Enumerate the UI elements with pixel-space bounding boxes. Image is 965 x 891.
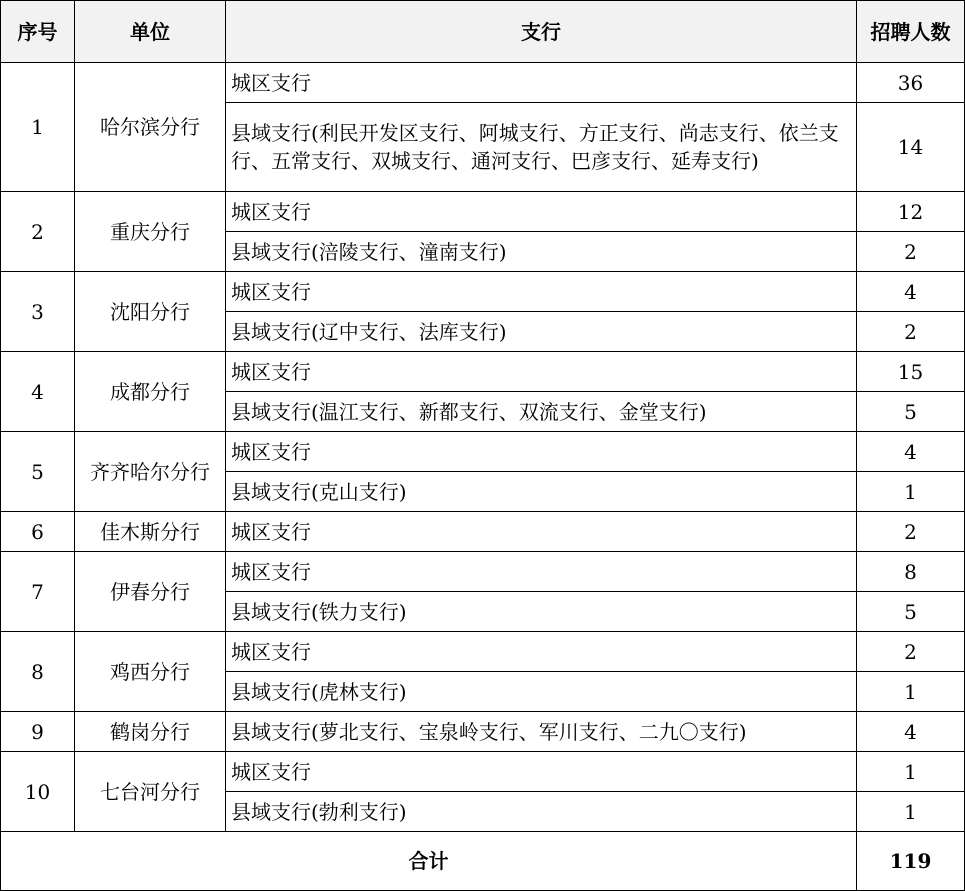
- table-row: [1, 352, 965, 392]
- cell-branch: 县域支行(涪陵支行、潼南支行): [226, 232, 857, 272]
- cell-count: 14: [857, 103, 965, 192]
- cell-unit: 佳木斯分行: [75, 512, 226, 552]
- cell-count: 5: [857, 592, 965, 632]
- table-row: [1, 63, 965, 103]
- cell-index: 4: [1, 352, 75, 432]
- cell-count: 1: [857, 472, 965, 512]
- cell-index: 7: [1, 552, 75, 632]
- cell-index: 3: [1, 272, 75, 352]
- cell-count: 1: [857, 792, 965, 832]
- cell-index: 6: [1, 512, 75, 552]
- cell-index: 8: [1, 632, 75, 712]
- cell-count: 2: [857, 512, 965, 552]
- cell-branch: 城区支行: [226, 352, 857, 392]
- cell-unit: 鸡西分行: [75, 632, 226, 712]
- table-row: [1, 432, 965, 472]
- table-row: [1, 752, 965, 792]
- cell-count: 36: [857, 63, 965, 103]
- cell-count: 5: [857, 392, 965, 432]
- total-label: 合计: [1, 832, 857, 891]
- cell-branch: 县域支行(利民开发区支行、阿城支行、方正支行、尚志支行、依兰支行、五常支行、双城支行、通河支行、巴彦支行、延寿支行): [226, 103, 857, 192]
- cell-branch: 县域支行(萝北支行、宝泉岭支行、军川支行、二九〇支行): [226, 712, 857, 752]
- cell-unit: 鹤岗分行: [75, 712, 226, 752]
- table-row: [1, 512, 965, 552]
- cell-branch: 县域支行(勃利支行): [226, 792, 857, 832]
- cell-branch: 城区支行: [226, 752, 857, 792]
- cell-branch: 县域支行(温江支行、新都支行、双流支行、金堂支行): [226, 392, 857, 432]
- cell-unit: 成都分行: [75, 352, 226, 432]
- table-row: [1, 192, 965, 232]
- cell-unit: 哈尔滨分行: [75, 63, 226, 192]
- cell-count: 2: [857, 312, 965, 352]
- cell-branch: 城区支行: [226, 63, 857, 103]
- header-unit: 单位: [75, 1, 226, 63]
- cell-branch: 城区支行: [226, 512, 857, 552]
- cell-unit: 重庆分行: [75, 192, 226, 272]
- header-count: 招聘人数: [857, 1, 965, 63]
- cell-count: 4: [857, 272, 965, 312]
- cell-index: 1: [1, 63, 75, 192]
- cell-unit: 沈阳分行: [75, 272, 226, 352]
- cell-count: 4: [857, 432, 965, 472]
- cell-branch: 城区支行: [226, 552, 857, 592]
- cell-count: 8: [857, 552, 965, 592]
- cell-branch: 县域支行(虎林支行): [226, 672, 857, 712]
- header-index: 序号: [1, 1, 75, 63]
- cell-unit: 伊春分行: [75, 552, 226, 632]
- total-value: 119: [857, 832, 965, 891]
- cell-count: 4: [857, 712, 965, 752]
- table-row: [1, 552, 965, 592]
- cell-branch: 县域支行(克山支行): [226, 472, 857, 512]
- cell-count: 1: [857, 672, 965, 712]
- header-row: [1, 1, 965, 63]
- total-row: [1, 832, 965, 891]
- cell-branch: 城区支行: [226, 632, 857, 672]
- cell-count: 12: [857, 192, 965, 232]
- cell-branch: 县域支行(铁力支行): [226, 592, 857, 632]
- cell-count: 2: [857, 632, 965, 672]
- cell-index: 9: [1, 712, 75, 752]
- cell-branch: 城区支行: [226, 192, 857, 232]
- table-body: [1, 63, 965, 832]
- cell-index: 5: [1, 432, 75, 512]
- table-row: [1, 272, 965, 312]
- cell-branch: 城区支行: [226, 432, 857, 472]
- cell-branch: 城区支行: [226, 272, 857, 312]
- cell-index: 10: [1, 752, 75, 832]
- cell-unit: 七台河分行: [75, 752, 226, 832]
- cell-unit: 齐齐哈尔分行: [75, 432, 226, 512]
- cell-count: 2: [857, 232, 965, 272]
- header-branch: 支行: [226, 1, 857, 63]
- table-row: [1, 632, 965, 672]
- cell-count: 15: [857, 352, 965, 392]
- cell-branch: 县域支行(辽中支行、法库支行): [226, 312, 857, 352]
- cell-count: 1: [857, 752, 965, 792]
- table-row: [1, 712, 965, 752]
- cell-index: 2: [1, 192, 75, 272]
